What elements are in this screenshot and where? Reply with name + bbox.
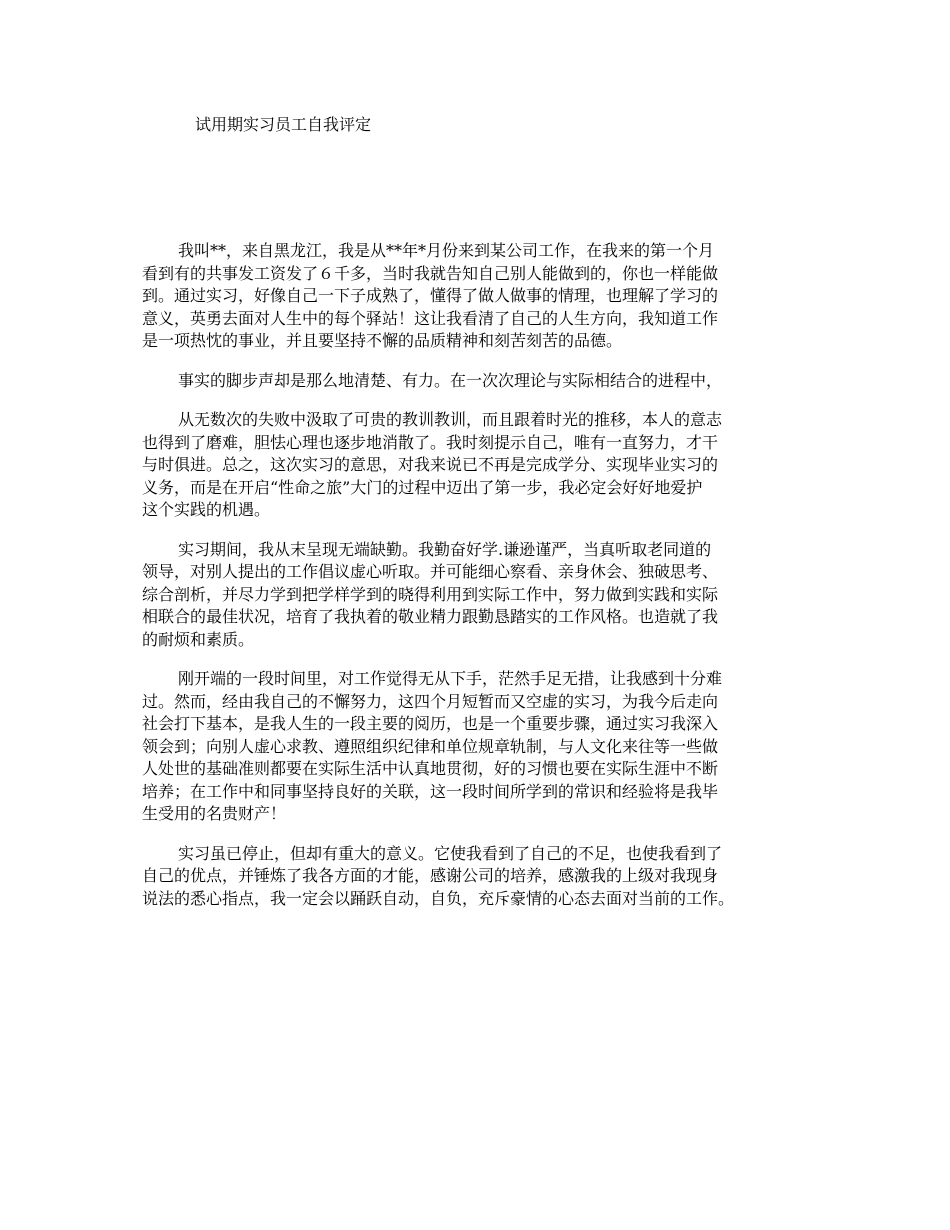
paragraph-line: 说法的悉心指点，我一定会以踊跃自动，自负，充斥豪情的心态去面对当前的工作。	[142, 888, 735, 908]
paragraph-line: 自己的优点，并锤炼了我各方面的才能，感谢公司的培养，感激我的上级对我现身	[142, 866, 719, 885]
paragraph-line: 是一项热忱的事业，并且要坚持不懈的品质精神和刻苦刻苦的品德。	[142, 331, 623, 350]
paragraph-line: 刚开端的一段时间里，对工作觉得无从下手，茫然手足无措，让我感到十分难	[178, 669, 723, 688]
paragraph-4	[142, 539, 822, 652]
paragraph-line: 看到有的共事发工资发了６千多，当时我就告知自己别人能做到的，你也一样能做	[142, 263, 719, 283]
paragraph-line: 培养；在工作中和同事坚持良好的关联，这一段时间所学到的常识和经验将是我毕	[142, 781, 719, 801]
paragraph-line: 领会到；向别人虚心求教、遵照组织纪律和单位规章轨制，与人文化来往等一些做	[142, 736, 719, 756]
paragraph-line: 事实的脚步声却是那么地清楚、有力。在一次次理论与实际相结合的进程中，	[178, 370, 723, 390]
paragraph-line: 实习虽已停止，但却有重大的意义。它使我看到了自己的不足，也使我看到了	[178, 843, 723, 863]
paragraph-line: 相联合的最佳状况，培育了我执着的敬业精力跟勤恳踏实的工作风格。也造就了我	[142, 607, 719, 626]
paragraph-line: 与时俱进。总之，这次实习的意思，对我来说已不再是完成学分、实现毕业实习的	[142, 455, 719, 474]
paragraph-line: 生受用的名贵财产！	[142, 804, 287, 823]
paragraph-line: 实习期间，我从末呈现无端缺勤。我勤奋好学.谦逊谨严，当真听取老同道的	[178, 539, 712, 559]
paragraph-6	[142, 843, 822, 911]
paragraph-line: 人处世的基础准则都要在实际生活中认真地贯彻，好的习惯也要在实际生涯中不断	[142, 759, 719, 778]
paragraph-line: 义务，而是在开启“性命之旅”大门的过程中迈出了第一步，我必定会好好地爱护	[142, 477, 703, 497]
paragraph-line: 社会打下基本，是我人生的一段主要的阅历，也是一个重要步骤，通过实习我深入	[142, 714, 719, 733]
paragraph-2	[142, 370, 822, 393]
paragraph-line: 领导，对别人提出的工作倡议虚心听取。并可能细心察看、亲身休会、独破思考、	[142, 562, 719, 581]
paragraph-1	[142, 240, 822, 353]
paragraph-5	[142, 668, 822, 826]
paragraph-line: 从无数次的失败中汲取了可贵的教训教训，而且跟着时光的推移，本人的意志	[178, 410, 723, 429]
paragraph-line: 也得到了磨难，胆怯心理也逐步地消散了。我时刻提示自己，唯有一直努力，才干	[142, 432, 719, 452]
document-title: 试用期实习员工自我评定	[195, 115, 372, 134]
paragraph-line: 的耐烦和素质。	[142, 629, 255, 649]
paragraph-line: 过。然而，经由我自己的不懈努力，这四个月短暂而又空虚的实习，为我今后走向	[142, 691, 719, 711]
paragraph-line: 意义，英勇去面对人生中的每个驿站！这让我看清了自己的人生方向，我知道工作	[142, 308, 719, 328]
paragraph-line: 这个实践的机遇。	[142, 500, 271, 519]
paragraph-line: 到。通过实习，好像自己一下子成熟了，懂得了做人做事的情理，也理解了学习的	[142, 286, 719, 305]
paragraph-line: 综合剖析，并尽力学到把学样学到的晓得利用到实际工作中，努力做到实践和实际	[142, 584, 719, 604]
paragraph-3	[142, 409, 822, 522]
document-body	[142, 240, 822, 927]
paragraph-line: 我叫**，来自黑龙江，我是从**年*月份来到某公司工作，在我来的第一个月	[178, 241, 715, 260]
